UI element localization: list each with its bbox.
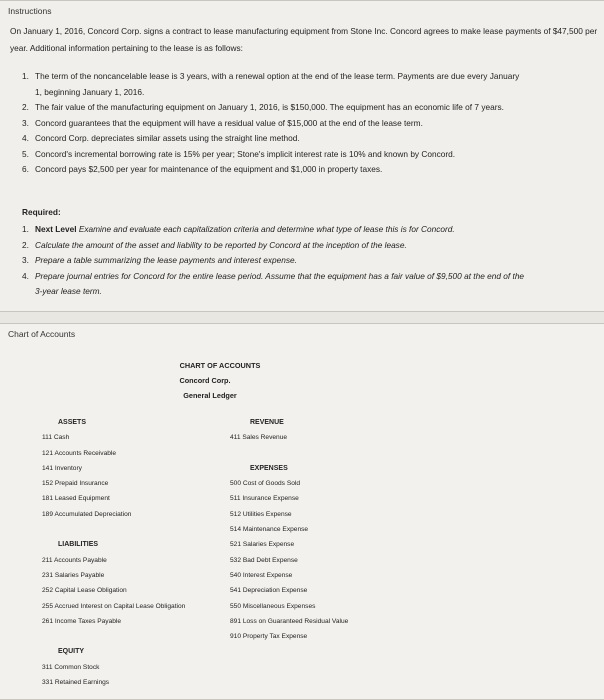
item-number: 6. — [22, 164, 29, 174]
lease-info-item — [22, 131, 522, 147]
item-number: 2. — [22, 102, 29, 112]
item-text: Calculate the amount of the asset and liability to be reported by Concord at the inception of the lease. — [35, 239, 407, 250]
required-label: Required: — [22, 207, 61, 217]
problem-intro: On January 1, 2016, Concord Corp. signs a contract to lease manufacturing equipment from Stone Inc. Concord agrees to make lease payments of $47,500 per year. Additional information pertaining to the lease is as follows: — [10, 26, 598, 53]
coa-account: 261 Income Taxes Payable — [42, 617, 122, 625]
required-item — [22, 253, 532, 269]
item-text: Prepare journal entries for Concord for the entire lease period. Assume that the equipment has a fair value of $9,500 at the end of the 3-year lease term. — [35, 270, 525, 296]
coa-account: 331 Retained Earnings — [42, 679, 110, 687]
item-text: Examine and evaluate each capitalization criteria and determine what type of lease this is for Concord. — [76, 224, 455, 234]
item-number: 2. — [22, 239, 29, 250]
coa-section-heading: EQUITY — [58, 648, 85, 656]
lease-info-item — [22, 100, 522, 116]
coa-section-heading: REVENUE — [250, 419, 284, 426]
coa-account: 540 Interest Expense — [230, 571, 293, 579]
coa-account: 511 Insurance Expense — [230, 495, 299, 503]
coa-spacer — [230, 446, 348, 461]
item-text: Concord guarantees that the equipment will have a residual value of $15,000 at the end of the lease term. — [35, 117, 423, 128]
coa-account: 181 Leased Equipment — [42, 495, 110, 503]
coa-ledger: General Ledger — [183, 391, 237, 400]
lease-info-item — [22, 116, 522, 132]
item-text: Concord pays $2,500 per year for maintenance of the equipment and $1,000 in property taxes. — [35, 164, 383, 174]
coa-heading: CHART OF ACCOUNTS — [179, 361, 261, 370]
item-text: Concord's incremental borrowing rate is 15% per year; Stone's implicit interest rate is 10% and known by Concord. — [35, 148, 456, 159]
lease-info-list — [22, 69, 522, 178]
coa-account: 910 Property Tax Expense — [230, 633, 308, 641]
coa-account: 411 Sales Revenue — [230, 434, 288, 442]
coa-account: 141 Inventory — [42, 464, 82, 472]
coa-account: 189 Accumulated Depreciation — [42, 510, 132, 518]
coa-spacer — [42, 629, 185, 644]
coa-section-heading: EXPENSES — [250, 464, 288, 472]
coa-account: 211 Accounts Payable — [42, 556, 107, 564]
coa-account: 521 Salaries Expense — [230, 541, 295, 549]
instructions-panel — [0, 0, 604, 312]
lease-info-item — [22, 69, 522, 100]
instructions-title: Instructions — [8, 6, 52, 16]
coa-section-heading: ASSETS — [58, 419, 87, 426]
coa-account: 512 Utilities Expense — [230, 510, 292, 518]
coa-left-column — [42, 415, 185, 690]
chart-of-accounts-panel — [0, 323, 604, 700]
required-item — [22, 238, 532, 254]
required-list — [22, 222, 532, 300]
item-number: 1. — [22, 71, 29, 81]
coa-company: Concord Corp. — [179, 376, 231, 385]
coa-account: 111 Cash — [42, 434, 70, 442]
required-item — [22, 222, 532, 238]
item-text: The term of the noncancelable lease is 3 years, with a renewal option at the end of the lease term. Payments are due every January 1, beginning January 1, 2016. — [35, 71, 520, 97]
coa-section-heading: LIABILITIES — [58, 541, 99, 549]
item-text: Concord Corp. depreciates similar assets using the straight line method. — [35, 133, 300, 143]
coa-account: 121 Accounts Receivable — [42, 449, 117, 457]
coa-account: 891 Loss on Guaranteed Residual Value — [230, 617, 349, 625]
item-number: 3. — [22, 255, 29, 265]
item-number: 4. — [22, 270, 29, 281]
item-text: Prepare a table summarizing the lease payments and interest expense. — [35, 255, 297, 265]
lease-info-item — [22, 162, 522, 178]
item-number: 3. — [22, 117, 29, 128]
item-number: 1. — [22, 224, 29, 234]
coa-account: 550 Miscellaneous Expenses — [230, 602, 316, 610]
coa-right-column — [230, 415, 348, 644]
lease-info-item — [22, 147, 522, 163]
coa-spacer — [42, 522, 185, 537]
coa-account: 532 Bad Debt Expense — [230, 556, 298, 564]
coa-account: 311 Common Stock — [42, 663, 100, 671]
item-number: 5. — [22, 148, 29, 159]
chart-of-accounts-title: Chart of Accounts — [8, 329, 76, 339]
coa-account: 514 Maintenance Expense — [230, 526, 309, 534]
coa-account: 500 Cost of Goods Sold — [230, 480, 301, 488]
coa-account: 541 Depreciation Expense — [230, 587, 308, 595]
coa-account: 252 Capital Lease Obligation — [42, 587, 127, 595]
required-item — [22, 269, 532, 300]
item-number: 4. — [22, 133, 29, 143]
coa-account: 152 Prepaid Insurance — [42, 480, 109, 488]
item-text: The fair value of the manufacturing equipment on January 1, 2016, is $150,000. The equipment has an economic life of 7 years. — [35, 102, 504, 112]
coa-account: 255 Accrued Interest on Capital Lease Obligation — [42, 602, 186, 610]
coa-account: 231 Salaries Payable — [42, 571, 105, 579]
item-lead: Next Level — [35, 224, 77, 234]
